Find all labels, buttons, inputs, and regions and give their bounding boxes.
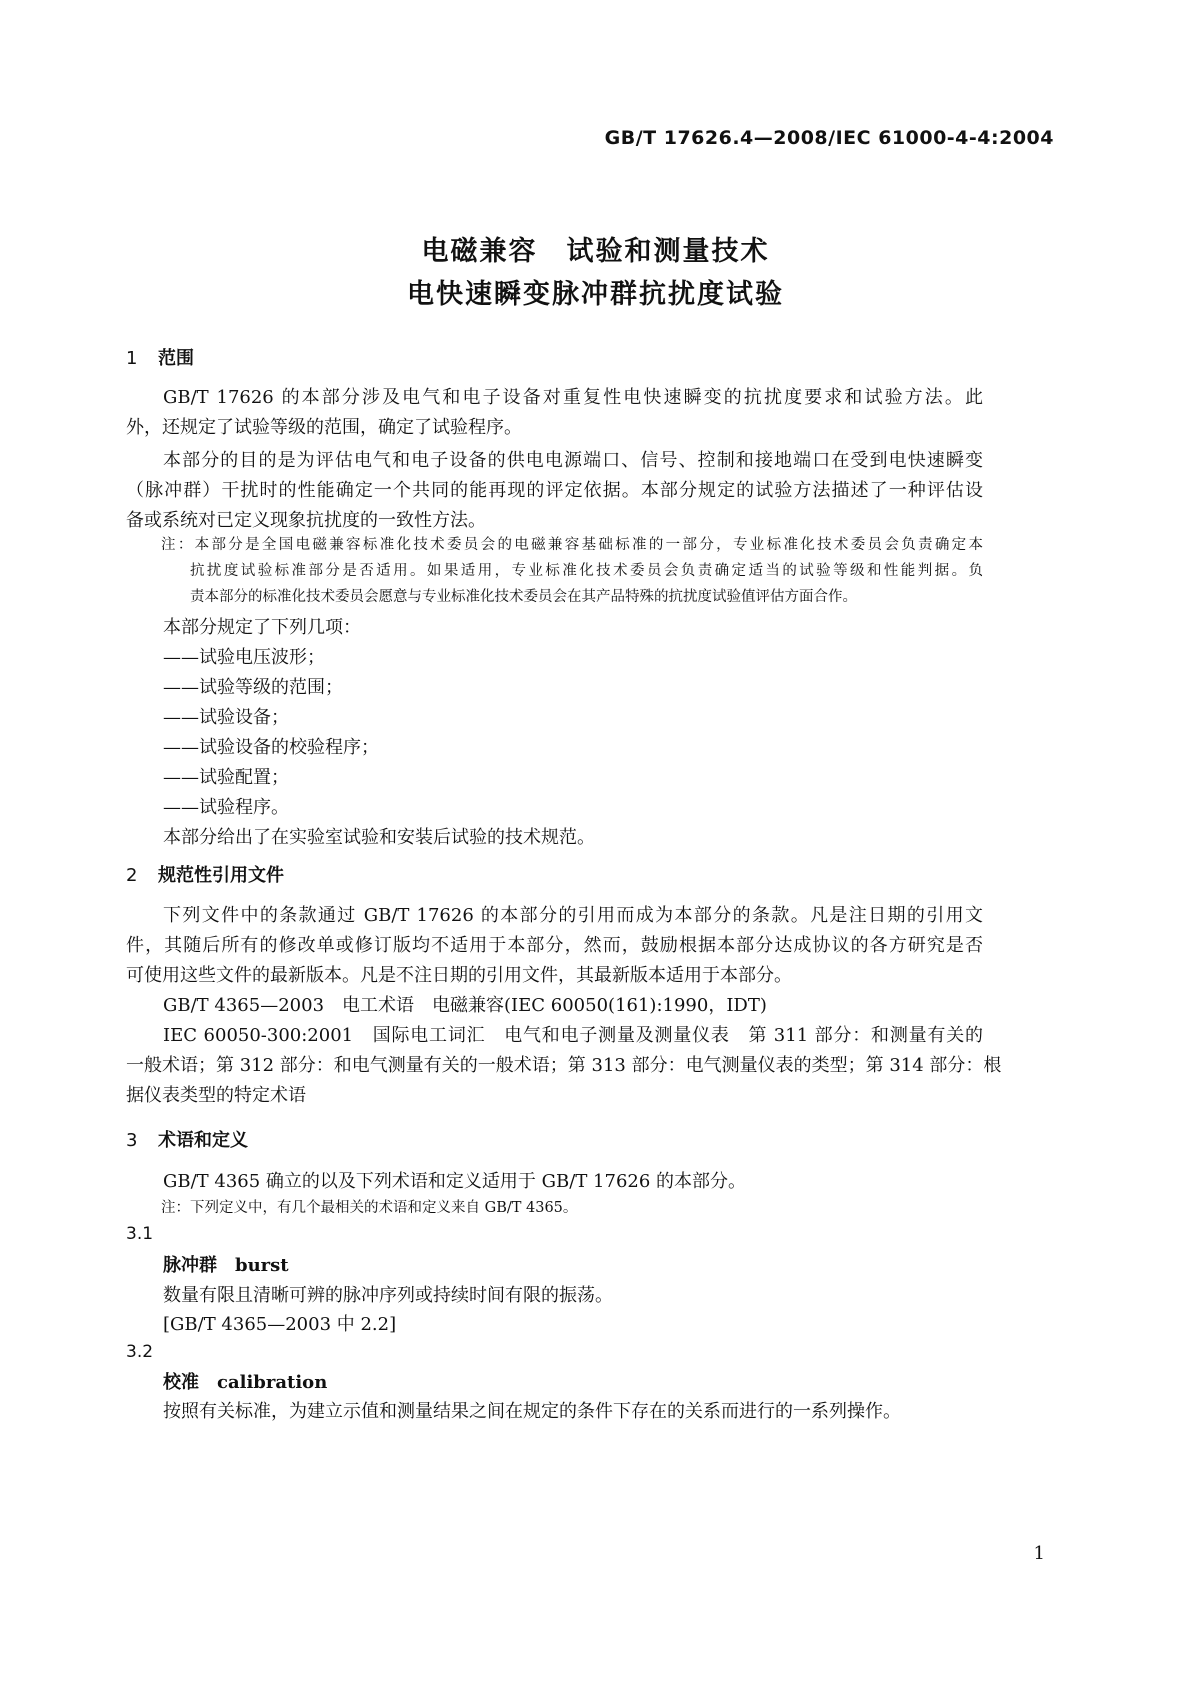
s1-note-line1: 注：本部分是全国电磁兼容标准化技术委员会的电磁兼容基础标准的一部分，专业标准化技术委员会负责确定本: [161, 537, 983, 553]
section-1-number: 1: [126, 348, 138, 369]
s1-para2-line3: 备或系统对已定义现象抗扰度的一致性方法。: [126, 510, 486, 531]
s1-list-item: ——试验配置；: [163, 767, 289, 788]
s1-note-line2: 抗扰度试验标准部分是否适用。如果适用，专业标准化技术委员会负责确定适当的试验等级和性能判据。负: [190, 563, 983, 579]
term-3-1-en: burst: [235, 1255, 289, 1276]
s2-reference-1: GB/T 4365—2003 电工术语 电磁兼容(IEC 60050(161):1990，IDT): [163, 995, 767, 1016]
s3-para1: GB/T 4365 确立的以及下列术语和定义适用于 GB/T 17626 的本部分。: [163, 1171, 747, 1192]
term-3-2-heading: [163, 1367, 327, 1399]
s1-list-item: ——试验设备的校验程序；: [163, 737, 379, 758]
document-title-line-2: 电快速瞬变脉冲群抗扰度试验: [407, 279, 784, 310]
s1-para2-line1: 本部分的目的是为评估电气和电子设备的供电电源端口、信号、控制和接地端口在受到电快速瞬变: [163, 450, 983, 471]
s1-para2-line2: （脉冲群）干扰时的性能确定一个共同的能再现的评定依据。本部分规定的试验方法描述了一种评估设: [126, 480, 983, 501]
section-1-heading: [126, 344, 194, 370]
term-3-1-heading: [163, 1250, 289, 1282]
section-1-title: 范围: [158, 348, 194, 369]
s1-para1-line2: 外，还规定了试验等级的范围，确定了试验程序。: [126, 417, 522, 438]
s1-list-item: ——试验电压波形；: [163, 647, 325, 668]
term-3-1-zh: 脉冲群: [163, 1255, 217, 1276]
section-3-heading: [126, 1126, 248, 1152]
s1-list-item: ——试验设备；: [163, 707, 289, 728]
s2-para1-line3: 可使用这些文件的最新版本。凡是不注日期的引用文件，其最新版本适用于本部分。: [126, 965, 792, 986]
document-title-line-1: 电磁兼容 试验和测量技术: [421, 236, 770, 267]
page-number: 1: [1033, 1543, 1045, 1564]
s3-note: 注：下列定义中，有几个最相关的术语和定义来自 GB/T 4365。: [161, 1200, 578, 1216]
s1-list-item: ——试验等级的范围；: [163, 677, 343, 698]
s2-reference-2-line3: 据仪表类型的特定术语: [126, 1085, 306, 1106]
section-2-number: 2: [126, 865, 138, 886]
s1-note-line3: 责本部分的标准化技术委员会愿意与专业标准化技术委员会在其产品特殊的抗扰度试验值评估方面合作。: [190, 589, 857, 605]
s2-reference-2-line1: IEC 60050-300:2001 国际电工词汇 电气和电子测量及测量仪表 第 311 部分：和测量有关的: [163, 1025, 983, 1046]
s1-list-intro: 本部分规定了下列几项：: [163, 617, 361, 638]
term-3-2-number: 3.2: [126, 1342, 154, 1362]
standard-code: GB/T 17626.4—2008/IEC 61000-4-4:2004: [604, 127, 1054, 149]
section-2-title: 规范性引用文件: [158, 865, 284, 886]
section-3-title: 术语和定义: [158, 1130, 248, 1151]
term-3-2-definition: 按照有关标准，为建立示值和测量结果之间在规定的条件下存在的关系而进行的一系列操作。: [163, 1401, 901, 1422]
section-2-heading: [126, 861, 284, 887]
s1-closing: 本部分给出了在实验室试验和安装后试验的技术规范。: [163, 827, 595, 848]
s1-para1-line1: GB/T 17626 的本部分涉及电气和电子设备对重复性电快速瞬变的抗扰度要求和试验方法。此: [163, 387, 983, 408]
s2-para1-line2: 件，其随后所有的修改单或修订版均不适用于本部分，然而，鼓励根据本部分达成协议的各方研究是否: [126, 935, 983, 956]
term-3-2-en: calibration: [217, 1372, 328, 1393]
s2-para1-line1: 下列文件中的条款通过 GB/T 17626 的本部分的引用而成为本部分的条款。凡是注日期的引用文: [163, 905, 983, 926]
section-3-number: 3: [126, 1130, 138, 1151]
s2-reference-2-line2: 一般术语；第 312 部分：和电气测量有关的一般术语；第 313 部分：电气测量仪表的类型；第 314 部分：根: [126, 1055, 1002, 1076]
term-3-1-source: [GB/T 4365—2003 中 2.2]: [163, 1314, 397, 1335]
term-3-1-number: 3.1: [126, 1224, 154, 1244]
s1-list-item: ——试验程序。: [163, 797, 289, 818]
term-3-1-definition: 数量有限且清晰可辨的脉冲序列或持续时间有限的振荡。: [163, 1285, 613, 1306]
term-3-2-zh: 校准: [163, 1372, 199, 1393]
